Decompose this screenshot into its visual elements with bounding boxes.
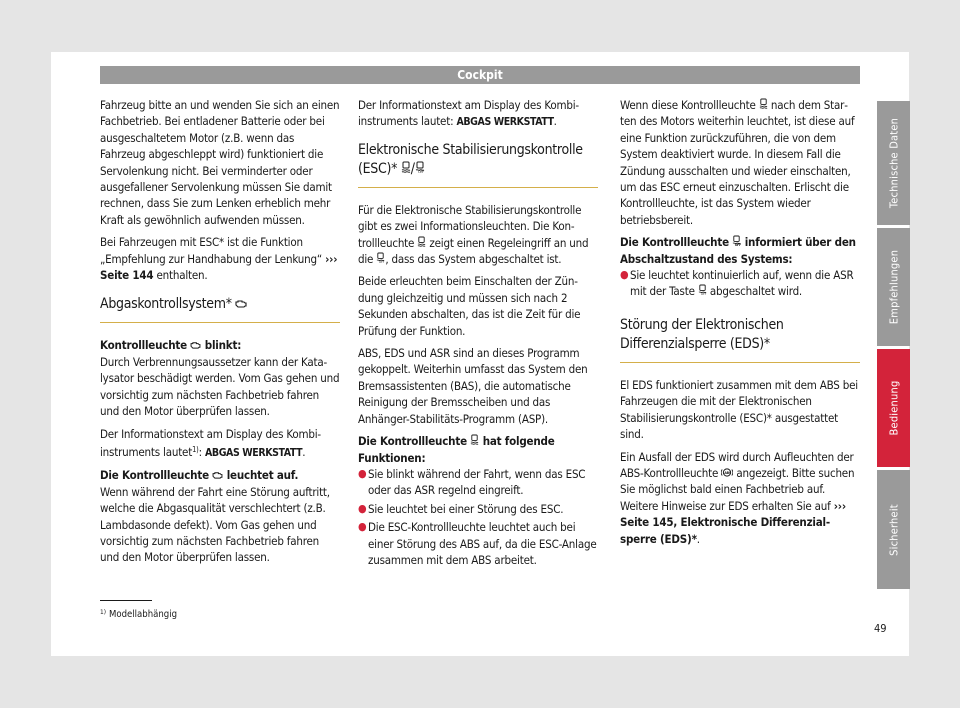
paragraph: Für die Elektronische Stabilisierungskontrolle gibt es zwei Informationsleuchten. Die Kontrollleuchte zeigt einen Regeleingriff an und die OFF , dass das System abgeschaltet ist.	[358, 202, 589, 267]
page-header: Cockpit	[100, 66, 860, 84]
tab-technische-daten[interactable]: Technische Daten	[877, 101, 910, 225]
bullet-icon: ●	[358, 466, 367, 480]
svg-text:OFF: OFF	[417, 169, 424, 173]
page-reference-link[interactable]: ››› Seite 144	[100, 251, 338, 283]
svg-text:OFF: OFF	[734, 243, 742, 247]
subheading: Die Kontrollleuchte OFF informiert über den Abschaltzustand des Systems:	[620, 235, 856, 266]
subheading: Kontrollleuchte blinkt:	[100, 338, 242, 353]
column-2	[358, 97, 598, 570]
section-heading: Störung der Elektronischen Differenzialsperre (EDS)*	[620, 316, 860, 363]
page-reference-link[interactable]: ››› Seite 145, Elektronische Differenzialsperre (EDS)*	[620, 498, 846, 546]
esc-off-icon	[732, 235, 741, 248]
svg-text:OFF: OFF	[700, 292, 707, 296]
subheading: Die Kontrollleuchte hat folgende Funktionen:	[358, 434, 555, 465]
paragraph: Beide erleuchten beim Einschalten der Zündung gleichzeitig und müssen sich nach 2 Sekunden abschalten, das ist die Zeit für die Prüfung der Funktion.	[358, 274, 581, 338]
engine-warning-icon	[190, 341, 201, 351]
esc-off-icon	[376, 252, 385, 265]
display-message: ABGAS WERKSTATT	[204, 446, 303, 459]
footnote-marker: 1)	[192, 444, 199, 454]
paragraph: El EDS funktioniert zusammen mit dem ABS bei Fahrzeugen die mit der Elektronischen Stabilisierungskontrolle (ESC)* ausgestattet sind.	[620, 377, 858, 442]
paragraph: Bei Fahrzeugen mit ESC* ist die Funktion „Empfehlung zur Handhabung der Lenkung“ ››› Seite 144 enthalten.	[100, 235, 338, 283]
bullet-icon: ●	[358, 501, 367, 515]
abs-icon	[721, 468, 733, 479]
list-item: ● Die ESC-Kontrollleuchte leuchtet auch bei einer Störung des ABS auf, da die ESC-Anlage zusammen mit dem ABS arbeitet.	[358, 520, 597, 567]
tab-empfehlungen[interactable]: Empfehlungen	[877, 228, 910, 346]
subheading: Die Kontrollleuchte leuchtet auf.	[100, 468, 299, 483]
tab-sicherheit[interactable]: Sicherheit	[877, 470, 910, 589]
list-item: ● Sie leuchtet kontinuierlich auf, wenn die ASR mit der Taste OFF abgeschaltet wird.	[620, 268, 854, 299]
esc-off-icon	[415, 161, 425, 175]
engine-warning-icon	[212, 471, 223, 481]
section-heading: Elektronische Stabilisierungskontrolle (ESC)* / OFF	[358, 141, 598, 188]
engine-warning-icon	[235, 299, 247, 310]
svg-text:OFF: OFF	[379, 259, 385, 264]
list-item: ● Sie blinkt während der Fahrt, wenn das ESC oder das ASR regelnd eingreift.	[358, 466, 586, 498]
bullet-icon: ●	[620, 268, 629, 282]
esc-skid-icon	[470, 434, 479, 447]
section-heading: Abgaskontrollsystem*	[100, 295, 340, 323]
column-1	[100, 97, 340, 572]
column-3	[620, 97, 860, 553]
display-message: ABGAS WERKSTATT	[456, 116, 554, 129]
page-number: 49	[874, 622, 887, 635]
footnote: $^{1)}$ Modellabhängig	[100, 608, 178, 620]
paragraph: ABS, EDS und ASR sind an dieses Programm gekoppelt. Weiterhin umfasst das System den Bremsassistenten (BAS), die automatische Reinigung der Bremsscheiben und das Anhänger-Stabilitäts-Programm (ASP).	[358, 346, 588, 426]
esc-skid-icon	[759, 98, 768, 111]
bullet-icon: ●	[358, 520, 367, 534]
svg-text:ABS: ABS	[724, 470, 732, 475]
paragraph: Wenn diese Kontrollleuchte nach dem Starten des Motors weiterhin leuchtet, ist diese auf eine Funktion zurückzuführen, die von dem System deaktiviert wurde. In diesem Fall die Zündung ausschalten und wieder einschalten, um das ESC erneut einzuschalten. Erlischt die Kontrollleuchte, ist das System wieder betriebsbereit.	[620, 98, 855, 227]
esc-skid-icon	[417, 236, 426, 249]
list-item: ● Sie leuchtet bei einer Störung des ESC.	[358, 501, 564, 516]
esc-skid-icon	[401, 161, 411, 175]
paragraph: Der Informationstext am Display des Kombiinstruments lautet: ABGAS WERKSTATT.	[358, 98, 580, 129]
tab-bedienung[interactable]: Bedienung	[877, 349, 910, 467]
paragraph: Durch Verbrennungsaussetzer kann der Katalysator beschädigt werden. Vom Gas gehen und vorsichtig zum nächsten Fachbetrieb fahren und den Motor überprüfen lassen.	[100, 354, 340, 419]
footnote-divider	[100, 600, 152, 601]
paragraph: Der Informationstext am Display des Kombiinstruments lautet$^{1)}$: ABGAS WERKSTATT.	[100, 426, 322, 459]
paragraph: Fahrzeug bitte an und wenden Sie sich an einen Fachbetrieb. Bei entladener Batterie oder bei ausgeschaltetem Motor (z.B. wenn das Fahrzeug abgeschleppt wird) funktioniert die Servolenkung nicht. Bei verminderter oder ausgefallener Servolenkung müssen Sie damit rechnen, dass Sie zum Lenken erheblich mehr Kraft als gewöhnlich aufwenden müssen.	[100, 98, 340, 227]
paragraph: Ein Ausfall der EDS wird durch Aufleuchten der ABS-Kontrollleuchte ABS angezeigt. Bitte suchen Sie möglichst bald einen Fachbetrieb auf. Weitere Hinweise zur EDS erhalten Sie auf ››› Seite 145, Elektronische Differenzialsperre (EDS)*.	[620, 449, 855, 546]
paragraph: Wenn während der Fahrt eine Störung auftritt, welche die Abgasqualität verschlechtert (z.B. Lambdasonde defekt). Vom Gas gehen und vorsichtig zum nächsten Fachbetrieb fahren und den Motor überprüfen lassen.	[100, 484, 330, 565]
esc-off-icon	[698, 284, 707, 297]
